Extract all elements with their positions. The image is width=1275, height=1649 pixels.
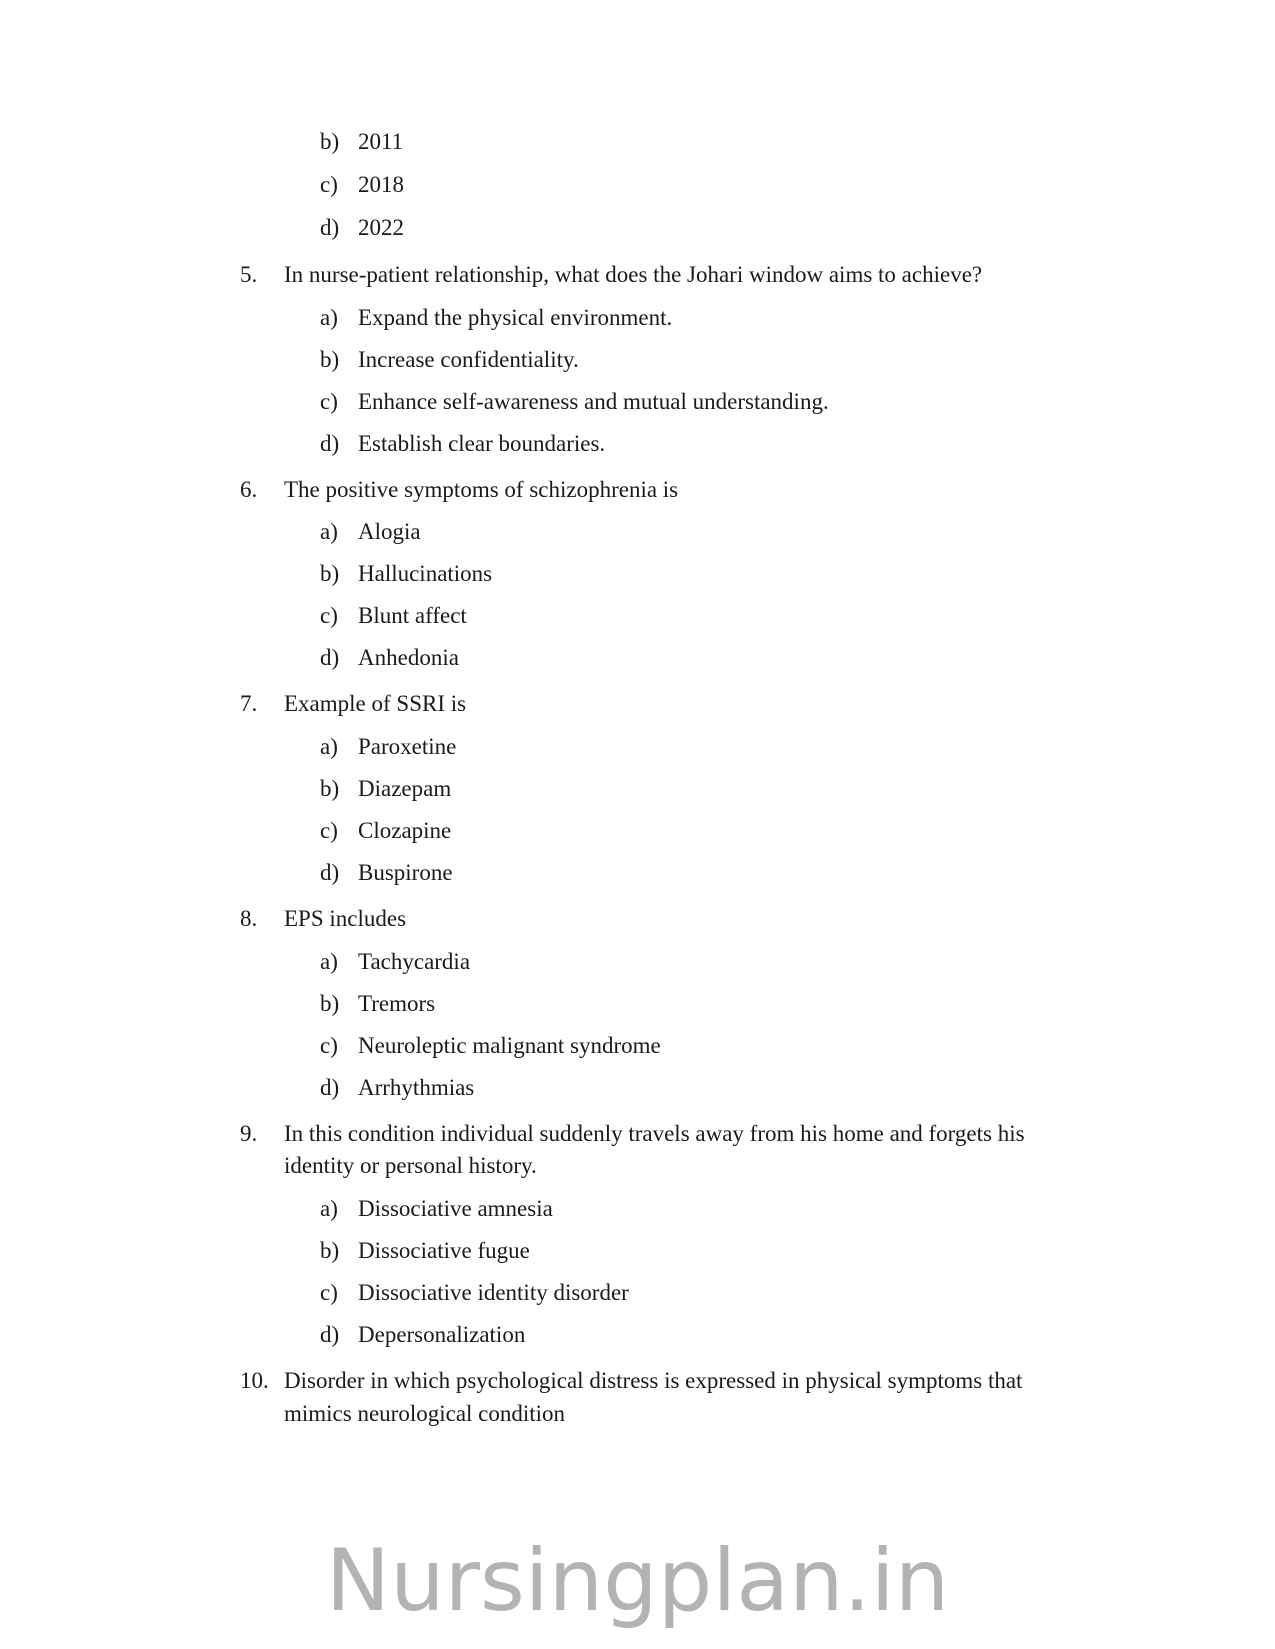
option-text: Arrhythmias <box>358 1074 475 1100</box>
option-row <box>312 520 1070 543</box>
question-text: Disorder in which psychological distress is expressed in physical symptoms that mimics neurological condition <box>284 1367 1023 1426</box>
option-text: Hallucinations <box>358 561 493 587</box>
option-text: Diazepam <box>358 775 452 801</box>
option-text: 2018 <box>358 172 404 197</box>
question-text: The positive symptoms of schizophrenia is <box>284 476 679 502</box>
option-label: b) <box>320 561 340 587</box>
option-text: Depersonalization <box>358 1321 526 1347</box>
option-text: Alogia <box>358 519 421 545</box>
option-label: b) <box>320 129 340 154</box>
question-text: EPS includes <box>284 905 407 931</box>
option-row <box>312 992 1070 1015</box>
question-number: 10. <box>240 1367 269 1393</box>
option-text: Establish clear boundaries. <box>358 430 606 456</box>
option-list <box>240 520 1070 669</box>
option-label: b) <box>320 775 340 801</box>
option-row <box>312 646 1070 669</box>
option-label: b) <box>320 990 340 1016</box>
question-row <box>240 1118 1070 1183</box>
option-row <box>312 1281 1070 1304</box>
option-label: c) <box>320 388 338 414</box>
question-number: 6. <box>240 476 258 502</box>
option-label: a) <box>320 1195 338 1221</box>
question-text: In nurse-patient relationship, what does the Johari window aims to achieve? <box>284 262 983 287</box>
option-row <box>312 1197 1070 1220</box>
question-block <box>240 474 1070 670</box>
option-label: c) <box>320 817 338 843</box>
question-row <box>240 688 1070 721</box>
option-label: c) <box>320 1279 338 1305</box>
option-label: c) <box>320 1032 338 1058</box>
option-label: a) <box>320 304 338 330</box>
option-label: b) <box>320 1237 340 1263</box>
option-row <box>312 1323 1070 1346</box>
watermark: Nursingplan.in <box>325 1531 950 1631</box>
option-row <box>312 348 1070 371</box>
option-row <box>312 1239 1070 1262</box>
question-block <box>240 259 1070 455</box>
question-block <box>240 1365 1070 1430</box>
option-label: a) <box>320 519 338 545</box>
option-text: 2022 <box>358 215 404 240</box>
option-label: d) <box>320 430 340 456</box>
option-text: Tremors <box>358 990 436 1016</box>
option-label: d) <box>320 1321 340 1347</box>
option-row <box>312 819 1070 842</box>
option-row <box>312 130 1070 153</box>
option-text: Tachycardia <box>358 948 471 974</box>
question-number: 5. <box>240 262 258 287</box>
question-block <box>240 903 1070 1099</box>
option-label: d) <box>320 645 340 671</box>
option-row <box>312 735 1070 758</box>
option-row <box>312 216 1070 239</box>
option-label: a) <box>320 948 338 974</box>
option-text: Blunt affect <box>358 603 467 629</box>
option-list <box>240 1197 1070 1346</box>
option-text: Neuroleptic malignant syndrome <box>358 1032 661 1058</box>
option-label: c) <box>320 172 338 197</box>
question-number: 7. <box>240 691 258 717</box>
question-row <box>240 1365 1070 1430</box>
option-label: d) <box>320 859 340 885</box>
option-row <box>312 1034 1070 1057</box>
option-label: c) <box>320 603 338 629</box>
question-row <box>240 903 1070 936</box>
option-row <box>312 562 1070 585</box>
option-text: Expand the physical environment. <box>358 304 673 330</box>
option-row <box>312 604 1070 627</box>
option-text: 2011 <box>358 129 404 154</box>
question-block <box>240 688 1070 884</box>
question-number: 9. <box>240 1120 258 1146</box>
question-number: 8. <box>240 905 258 931</box>
option-text: Dissociative amnesia <box>358 1195 553 1221</box>
option-label: a) <box>320 733 338 759</box>
question-text: In this condition individual suddenly travels away from his home and forgets his identity or personal history. <box>284 1120 1025 1179</box>
option-row <box>312 173 1070 196</box>
option-label: d) <box>320 1074 340 1100</box>
option-list <box>240 950 1070 1099</box>
option-label: b) <box>320 346 340 372</box>
option-text: Clozapine <box>358 817 452 843</box>
option-row <box>312 390 1070 413</box>
option-row <box>312 1076 1070 1099</box>
option-text: Enhance self-awareness and mutual understanding. <box>358 388 829 414</box>
option-text: Buspirone <box>358 859 453 885</box>
question-block <box>240 1118 1070 1346</box>
option-row <box>312 432 1070 455</box>
option-text: Increase confidentiality. <box>358 346 579 372</box>
option-row <box>312 861 1070 884</box>
option-text: Paroxetine <box>358 733 457 759</box>
option-row <box>312 777 1070 800</box>
question-list <box>240 130 1070 1444</box>
option-text: Dissociative fugue <box>358 1237 530 1263</box>
question-row <box>240 474 1070 507</box>
question-text: Example of SSRI is <box>284 691 467 717</box>
option-label: d) <box>320 215 340 240</box>
option-list <box>240 735 1070 884</box>
question-row <box>240 259 1070 292</box>
option-row <box>312 306 1070 329</box>
option-row <box>312 950 1070 973</box>
option-text: Anhedonia <box>358 645 459 671</box>
continued-options-list <box>240 130 1070 239</box>
option-list <box>240 306 1070 455</box>
option-text: Dissociative identity disorder <box>358 1279 629 1305</box>
